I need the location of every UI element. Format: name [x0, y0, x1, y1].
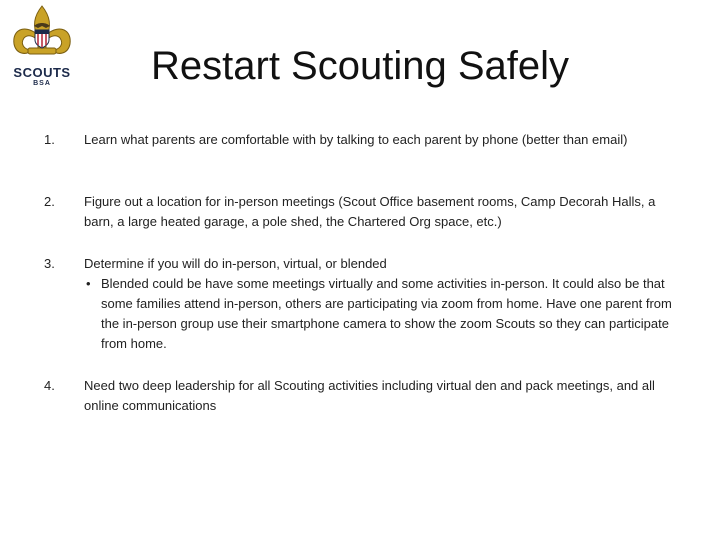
sub-bullet-text: Blended could be have some meetings virtually and some activities in-person. It could also be that some families attend in-person, others are participating via zoom from home. Have one parent from the in-person group use their smartphone camera to show the zoom Scouts so they can participate from home.	[101, 276, 672, 351]
list-item-text: Need two deep leadership for all Scouting activities including virtual den and pack meetings, and all online communications	[84, 378, 655, 413]
logo-subtext: BSA	[33, 80, 51, 87]
sub-bullet	[84, 274, 684, 354]
fleur-de-lis-icon	[4, 4, 80, 68]
list-item-number: 1.	[44, 132, 55, 147]
list-item-text: Determine if you will do in-person, virtual, or blended	[84, 256, 387, 271]
page-title: Restart Scouting Safely	[151, 44, 569, 88]
list-item-text: Learn what parents are comfortable with by talking to each parent by phone (better than email)	[84, 132, 628, 147]
list-item-number: 3.	[44, 256, 55, 271]
scouts-bsa-logo	[4, 4, 80, 92]
list-item-content	[84, 254, 684, 354]
bullet-icon: •	[86, 276, 91, 291]
list-item-number: 2.	[44, 194, 55, 209]
list-item-text: Figure out a location for in-person meetings (Scout Office basement rooms, Camp Decorah Halls, a barn, a large heated garage, a pole shed, the Chartered Org space, etc.)	[84, 194, 656, 229]
list-item-number: 4.	[44, 378, 55, 393]
logo-wordmark: SCOUTS	[13, 65, 71, 80]
